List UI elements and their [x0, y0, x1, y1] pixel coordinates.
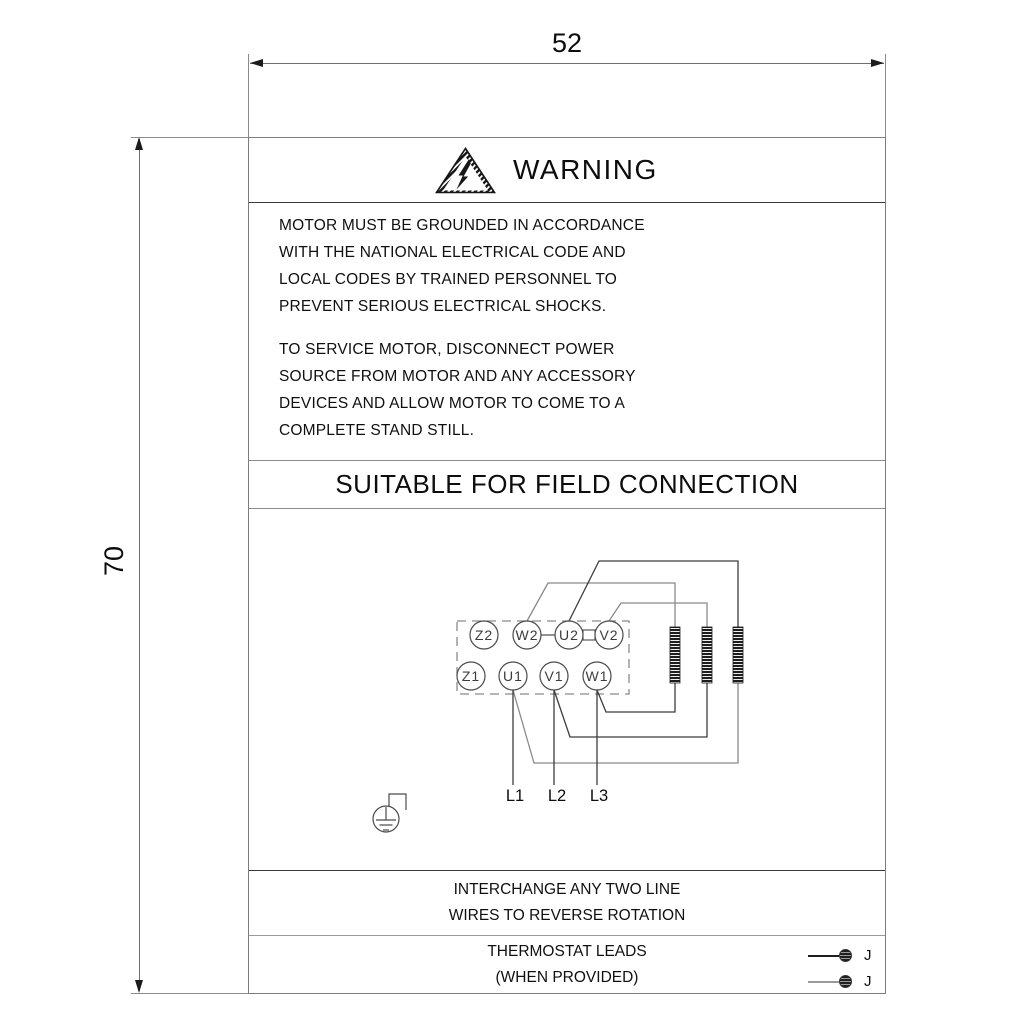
lead-wire [808, 981, 839, 983]
line-label-l3: L3 [589, 787, 609, 805]
field-connection-band [249, 461, 885, 509]
text-line: TO SERVICE MOTOR, DISCONNECT POWER [279, 341, 615, 358]
lead-label: J [864, 973, 872, 990]
dimension-arrow-left-icon [250, 59, 263, 67]
extension-line [248, 54, 249, 137]
coil-2 [702, 627, 712, 683]
line-label-l1: L1 [505, 787, 525, 805]
thermostat-line1: THERMOSTAT LEADS [487, 942, 647, 960]
ground-symbol-icon [373, 794, 406, 832]
lead-plug-icon [839, 975, 852, 988]
coil-1 [670, 627, 680, 683]
text-line: LOCAL CODES BY TRAINED PERSONNEL TO [279, 271, 618, 288]
terminal-label-z1: Z1 [461, 668, 481, 684]
lead-plug-icon [839, 949, 852, 962]
wiring-diagram-band [249, 509, 885, 871]
text-line: SOURCE FROM MOTOR AND ANY ACCESSORY [279, 368, 636, 385]
warning-paragraph-1 [279, 212, 885, 320]
field-connection-title: SUITABLE FOR FIELD CONNECTION [335, 469, 799, 499]
height-dimension-line [139, 139, 140, 991]
wire-v1-coil2 [554, 683, 707, 737]
thermostat-lead-2 [808, 973, 872, 990]
coil-3 [733, 627, 743, 683]
line-label-l2: L2 [547, 787, 567, 805]
dimension-arrow-up-icon [135, 137, 143, 150]
dimension-arrow-down-icon [135, 980, 143, 993]
text-line: PREVENT SERIOUS ELECTRICAL SHOCKS. [279, 298, 607, 315]
wire-w1-coil1 [597, 683, 675, 712]
warning-title: WARNING [513, 154, 658, 185]
warning-paragraph-2 [279, 336, 885, 444]
terminal-label-v2: V2 [599, 627, 619, 643]
thermostat-line2: (WHEN PROVIDED) [495, 968, 639, 986]
height-dimension-value: 70 [99, 545, 129, 577]
wire-v2-coil2 [609, 603, 707, 627]
warning-text-band [249, 203, 885, 461]
wire-u1-coil3 [513, 683, 738, 763]
width-dimension-value: 52 [551, 28, 583, 58]
text-line: MOTOR MUST BE GROUNDED IN ACCORDANCE [279, 217, 645, 234]
thermostat-lead-1 [808, 947, 872, 964]
terminal-label-v1: V1 [544, 668, 564, 684]
link-u2-v2 [583, 630, 595, 640]
extension-line [131, 137, 248, 138]
wiring-diagram [249, 509, 885, 871]
terminal-label-u2: U2 [559, 627, 579, 643]
wire-u2-coil3 [569, 561, 738, 627]
high-voltage-warning-icon [435, 147, 496, 194]
rotation-note-line2: WIRES TO REVERSE ROTATION [448, 907, 686, 924]
terminal-label-u1: U1 [503, 668, 523, 684]
text-line: DEVICES AND ALLOW MOTOR TO COME TO A [279, 395, 625, 412]
warning-label-plate [248, 137, 886, 994]
width-dimension-line [250, 63, 884, 64]
terminal-label-w2: W2 [515, 627, 539, 643]
text-line: WITH THE NATIONAL ELECTRICAL CODE AND [279, 244, 626, 261]
rotation-note-band [249, 871, 885, 936]
dimension-arrow-right-icon [871, 59, 884, 67]
warning-header-band [249, 138, 885, 203]
extension-line [131, 993, 248, 994]
text-line: COMPLETE STAND STILL. [279, 422, 475, 439]
terminal-label-w1: W1 [585, 668, 609, 684]
lead-label: J [864, 947, 872, 964]
thermostat-band [249, 936, 885, 993]
rotation-note-line1: INTERCHANGE ANY TWO LINE [453, 881, 681, 898]
terminal-label-z2: Z2 [474, 627, 494, 643]
lead-wire [808, 955, 839, 957]
extension-line [885, 54, 886, 137]
